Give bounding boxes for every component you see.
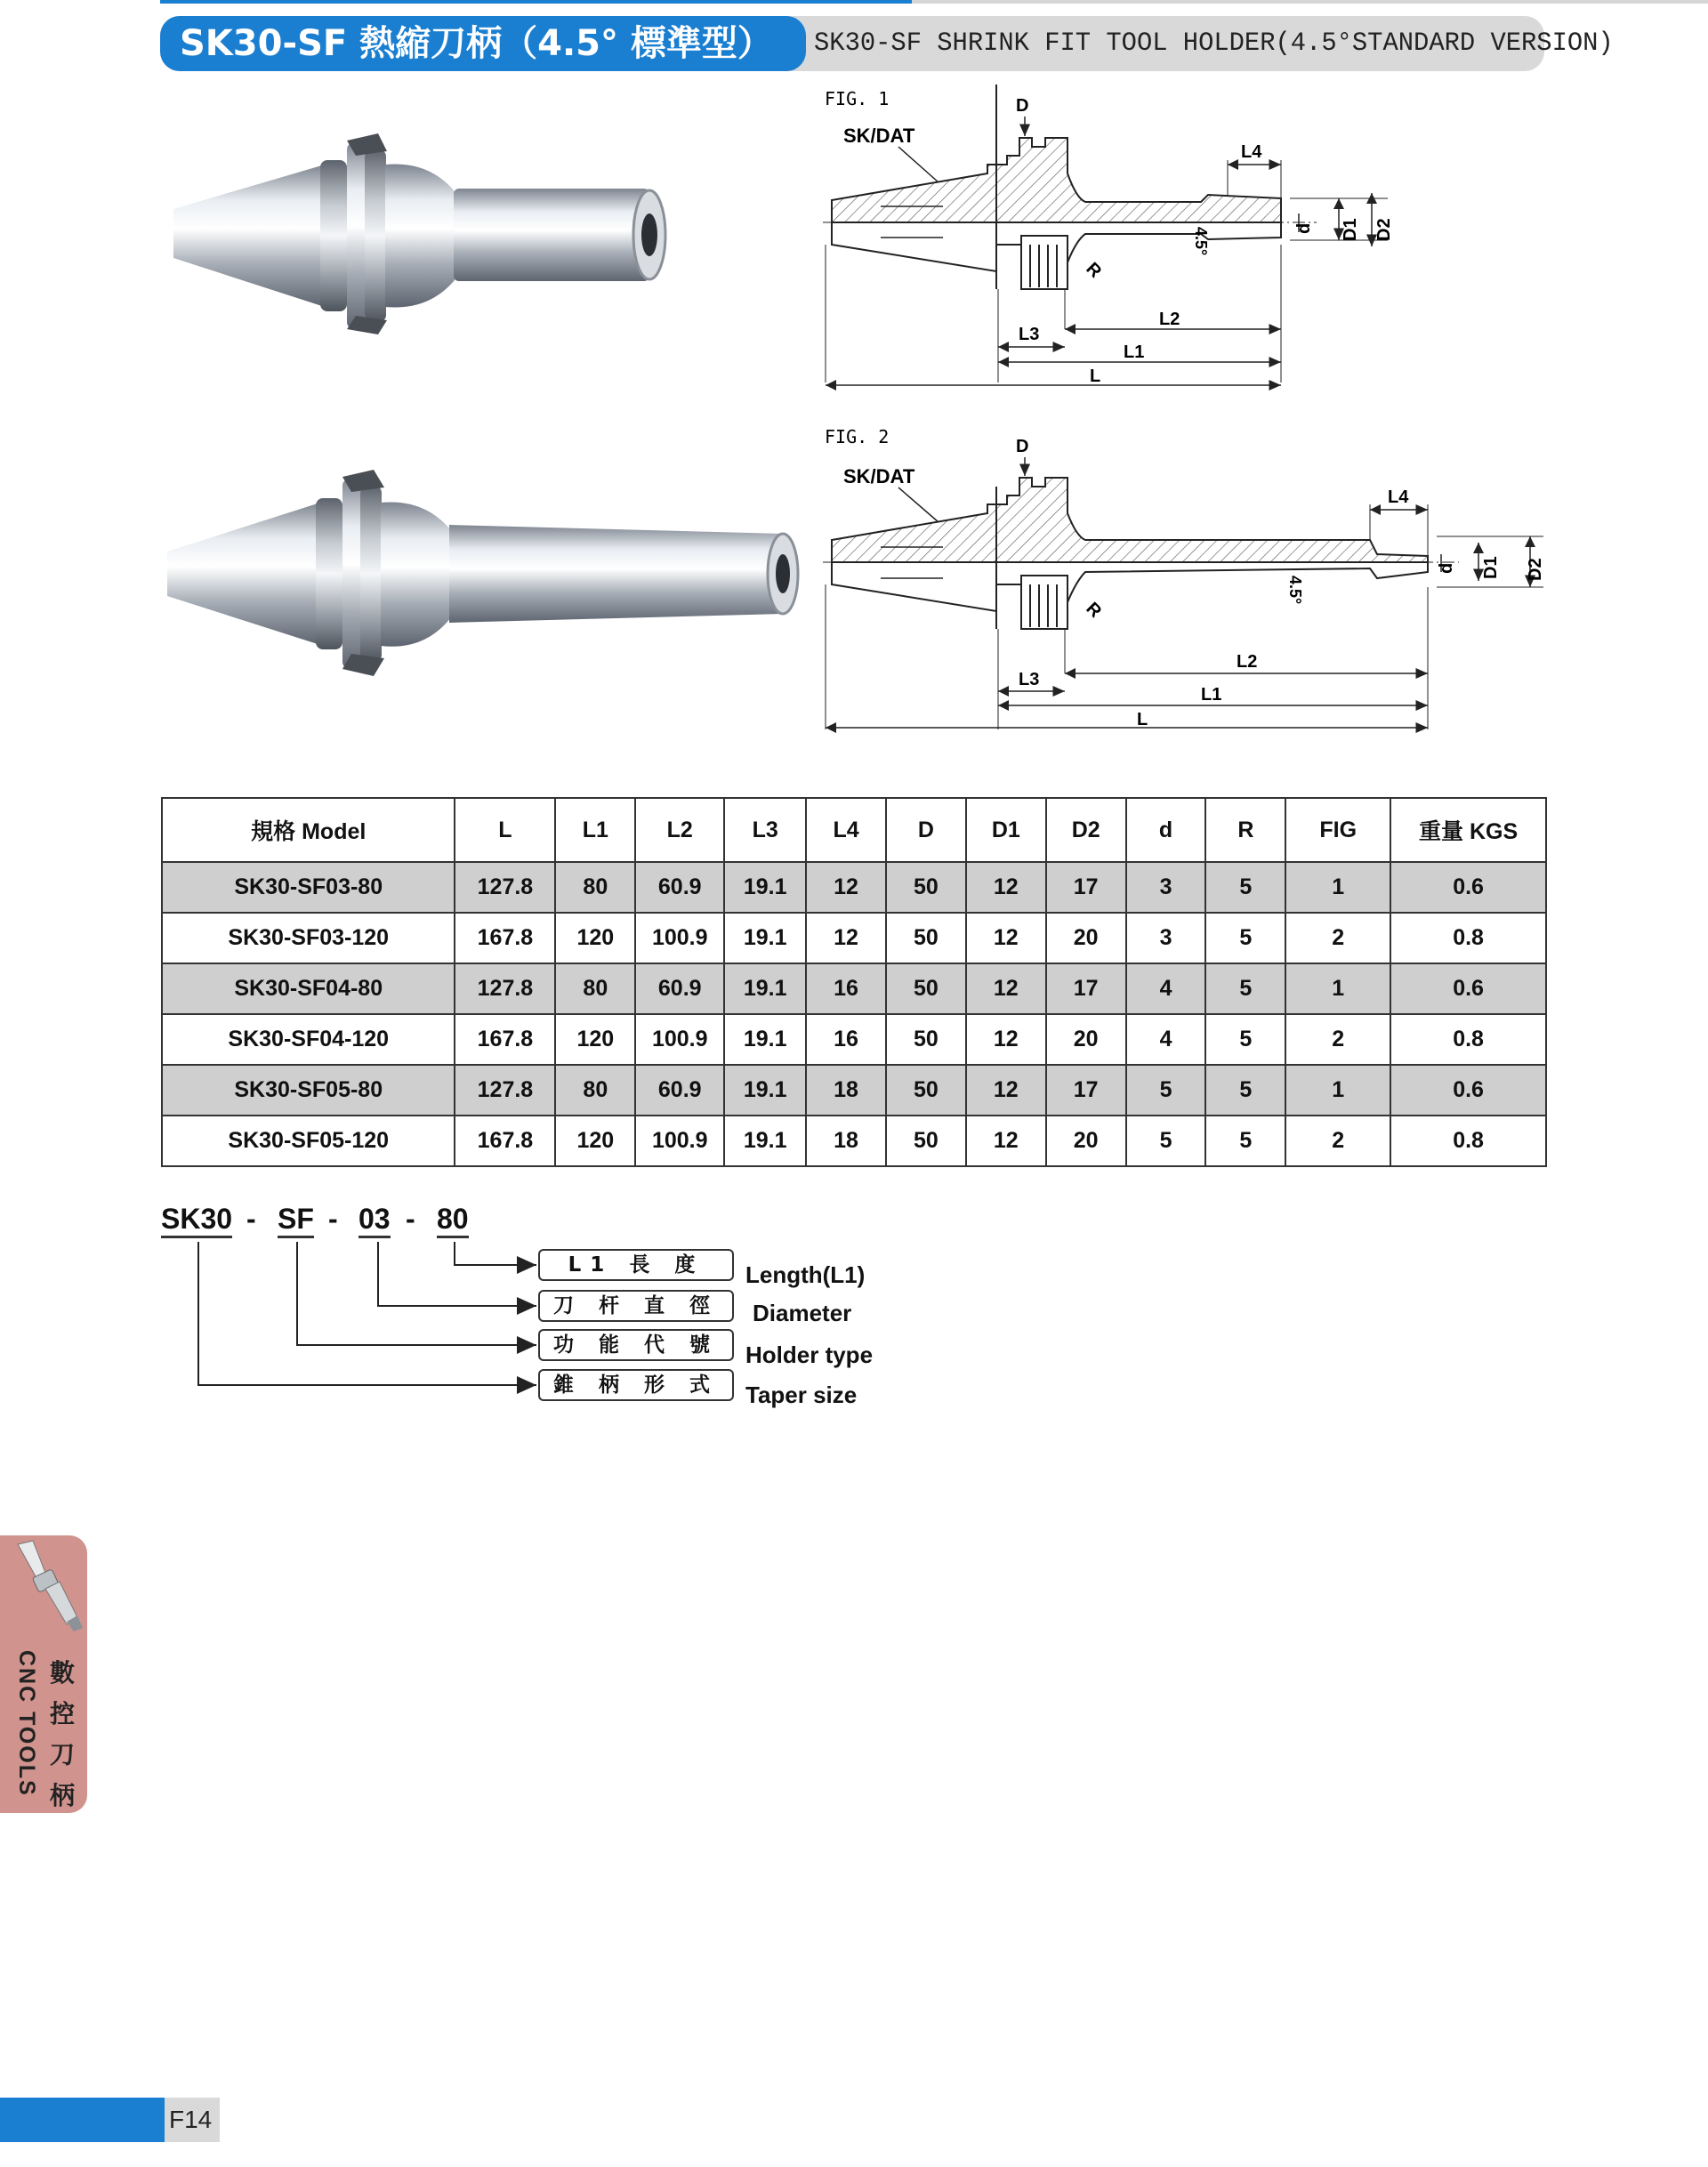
col-header: 重量 KGS (1390, 798, 1546, 862)
side-tab-cn: 數 控 刀 柄 (49, 1658, 75, 1810)
model-cell: SK30-SF04-120 (162, 1014, 455, 1065)
value-cell: 127.8 (455, 963, 555, 1014)
value-cell: 120 (555, 1014, 635, 1065)
value-cell: 3 (1126, 913, 1206, 963)
table-row (162, 963, 1546, 1014)
value-cell: 5 (1205, 1065, 1285, 1116)
svg-text:R: R (1082, 598, 1106, 622)
value-cell: 100.9 (635, 1116, 724, 1166)
value-cell: 12 (966, 1116, 1046, 1166)
code-legend-lines (160, 1237, 552, 1397)
value-cell: 0.6 (1390, 862, 1546, 913)
svg-text:L: L (1090, 367, 1101, 386)
col-header: D2 (1046, 798, 1126, 862)
value-cell: 19.1 (724, 1065, 806, 1116)
table-row (162, 862, 1546, 913)
svg-text:D2: D2 (1526, 558, 1545, 581)
value-cell: 50 (886, 1014, 966, 1065)
value-cell: 19.1 (724, 1116, 806, 1166)
product-photo-short (165, 125, 676, 347)
value-cell: 50 (886, 913, 966, 963)
code-part-length: 80 (437, 1203, 469, 1238)
value-cell: 19.1 (724, 913, 806, 963)
svg-text:L4: L4 (1388, 487, 1409, 507)
value-cell: 5 (1205, 862, 1285, 913)
svg-text:D: D (1016, 437, 1029, 456)
value-cell: 1 (1285, 862, 1390, 913)
code-part-diameter: 03 (359, 1203, 391, 1238)
value-cell: 20 (1046, 1116, 1126, 1166)
value-cell: 1 (1285, 1065, 1390, 1116)
svg-text:D1: D1 (1481, 556, 1501, 579)
model-cell: SK30-SF03-120 (162, 913, 455, 963)
value-cell: 50 (886, 862, 966, 913)
technical-drawing-fig2 (818, 423, 1557, 738)
col-header: D1 (966, 798, 1046, 862)
svg-text:D2: D2 (1374, 218, 1394, 241)
legend-label-taper-size: Taper size (745, 1382, 858, 1408)
value-cell: 60.9 (635, 1065, 724, 1116)
tool-holder-icon (13, 1537, 85, 1635)
value-cell: 12 (966, 862, 1046, 913)
value-cell: 19.1 (724, 862, 806, 913)
value-cell: 12 (966, 963, 1046, 1014)
svg-text:SK/DAT: SK/DAT (843, 125, 915, 147)
value-cell: 80 (555, 862, 635, 913)
value-cell: 120 (555, 1116, 635, 1166)
svg-text:L1: L1 (1201, 685, 1222, 705)
value-cell: 0.8 (1390, 913, 1546, 963)
value-cell: 5 (1126, 1116, 1206, 1166)
technical-drawing-fig1 (818, 85, 1406, 396)
svg-text:4.5°: 4.5° (1192, 227, 1210, 256)
col-header: FIG (1285, 798, 1390, 862)
value-cell: 120 (555, 913, 635, 963)
value-cell: 0.6 (1390, 1065, 1546, 1116)
code-sep: - (328, 1203, 338, 1235)
col-header: L (455, 798, 555, 862)
value-cell: 0.8 (1390, 1014, 1546, 1065)
model-cell: SK30-SF05-120 (162, 1116, 455, 1166)
value-cell: 17 (1046, 862, 1126, 913)
svg-text:L2: L2 (1237, 652, 1258, 672)
value-cell: 167.8 (455, 1014, 555, 1065)
svg-text:d: d (1294, 222, 1314, 234)
value-cell: 18 (806, 1116, 886, 1166)
code-part-taper: SK30 (161, 1203, 232, 1238)
value-cell: 16 (806, 1014, 886, 1065)
value-cell: 127.8 (455, 862, 555, 913)
footer-bar (0, 2098, 165, 2142)
table-row (162, 1065, 1546, 1116)
value-cell: 17 (1046, 963, 1126, 1014)
code-sep: - (246, 1203, 256, 1235)
code-part-type: SF (278, 1203, 314, 1238)
value-cell: 60.9 (635, 862, 724, 913)
table-row (162, 913, 1546, 963)
side-tab-en: CNC TOOLS (14, 1650, 39, 1797)
value-cell: 167.8 (455, 1116, 555, 1166)
value-cell: 19.1 (724, 963, 806, 1014)
col-header: 規格 Model (162, 798, 455, 862)
value-cell: 60.9 (635, 963, 724, 1014)
value-cell: 127.8 (455, 1065, 555, 1116)
value-cell: 0.6 (1390, 963, 1546, 1014)
fig1-label: FIG. 1 (825, 88, 890, 109)
value-cell: 50 (886, 963, 966, 1014)
value-cell: 5 (1126, 1065, 1206, 1116)
svg-text:L1: L1 (1124, 342, 1145, 362)
value-cell: 5 (1205, 913, 1285, 963)
legend-box-length: L1 長 度 (538, 1249, 734, 1281)
col-header: L2 (635, 798, 724, 862)
value-cell: 2 (1285, 913, 1390, 963)
value-cell: 12 (966, 913, 1046, 963)
value-cell: 0.8 (1390, 1116, 1546, 1166)
value-cell: 1 (1285, 963, 1390, 1014)
page-number: F14 (169, 2106, 213, 2133)
table-row (162, 1116, 1546, 1166)
value-cell: 20 (1046, 1014, 1126, 1065)
svg-text:L3: L3 (1019, 325, 1040, 344)
svg-text:R: R (1082, 258, 1106, 282)
model-cell: SK30-SF05-80 (162, 1065, 455, 1116)
product-photo-long (160, 454, 801, 685)
svg-text:L3: L3 (1019, 670, 1040, 689)
value-cell: 12 (966, 1014, 1046, 1065)
svg-text:4.5°: 4.5° (1286, 576, 1304, 605)
legend-label-holder-type: Holder type (745, 1341, 874, 1368)
svg-text:L2: L2 (1159, 310, 1180, 329)
legend-box-holder-type: 功 能 代 號 (538, 1329, 734, 1361)
value-cell: 16 (806, 963, 886, 1014)
value-cell: 50 (886, 1116, 966, 1166)
value-cell: 19.1 (724, 1014, 806, 1065)
legend-label-diameter: Diameter (753, 1300, 852, 1326)
col-header: D (886, 798, 966, 862)
value-cell: 12 (806, 913, 886, 963)
value-cell: 4 (1126, 963, 1206, 1014)
value-cell: 5 (1205, 1116, 1285, 1166)
value-cell: 17 (1046, 1065, 1126, 1116)
table-row (162, 1014, 1546, 1065)
top-rule (0, 0, 1708, 4)
col-header: d (1126, 798, 1206, 862)
fig2-label: FIG. 2 (825, 426, 890, 447)
spec-table (161, 797, 1547, 1167)
legend-box-diameter: 刀 杆 直 徑 (538, 1290, 734, 1322)
code-sep: - (406, 1203, 415, 1235)
value-cell: 50 (886, 1065, 966, 1116)
value-cell: 80 (555, 963, 635, 1014)
value-cell: 3 (1126, 862, 1206, 913)
value-cell: 100.9 (635, 1014, 724, 1065)
value-cell: 100.9 (635, 913, 724, 963)
value-cell: 5 (1205, 1014, 1285, 1065)
svg-text:d: d (1437, 562, 1456, 574)
page-title-cn: SK30-SF 熱縮刀柄（4.5° 標準型） (160, 16, 806, 71)
value-cell: 12 (966, 1065, 1046, 1116)
svg-text:L4: L4 (1241, 142, 1262, 162)
col-header: L4 (806, 798, 886, 862)
page-title-en: SK30-SF SHRINK FIT TOOL HOLDER(4.5°STANDARD VERSION) (814, 28, 1614, 59)
value-cell: 18 (806, 1065, 886, 1116)
value-cell: 12 (806, 862, 886, 913)
svg-text:L: L (1137, 710, 1148, 729)
svg-text:D1: D1 (1341, 218, 1360, 241)
model-cell: SK30-SF03-80 (162, 862, 455, 913)
value-cell: 80 (555, 1065, 635, 1116)
value-cell: 4 (1126, 1014, 1206, 1065)
model-cell: SK30-SF04-80 (162, 963, 455, 1014)
svg-text:SK/DAT: SK/DAT (843, 465, 915, 487)
value-cell: 2 (1285, 1014, 1390, 1065)
value-cell: 2 (1285, 1116, 1390, 1166)
col-header: L3 (724, 798, 806, 862)
table-header-row (162, 798, 1546, 862)
legend-label-length: Length(L1) (745, 1261, 866, 1288)
value-cell: 20 (1046, 913, 1126, 963)
value-cell: 5 (1205, 963, 1285, 1014)
col-header: R (1205, 798, 1285, 862)
value-cell: 167.8 (455, 913, 555, 963)
svg-text:D: D (1016, 96, 1029, 116)
legend-box-taper-size: 錐 柄 形 式 (538, 1369, 734, 1401)
col-header: L1 (555, 798, 635, 862)
